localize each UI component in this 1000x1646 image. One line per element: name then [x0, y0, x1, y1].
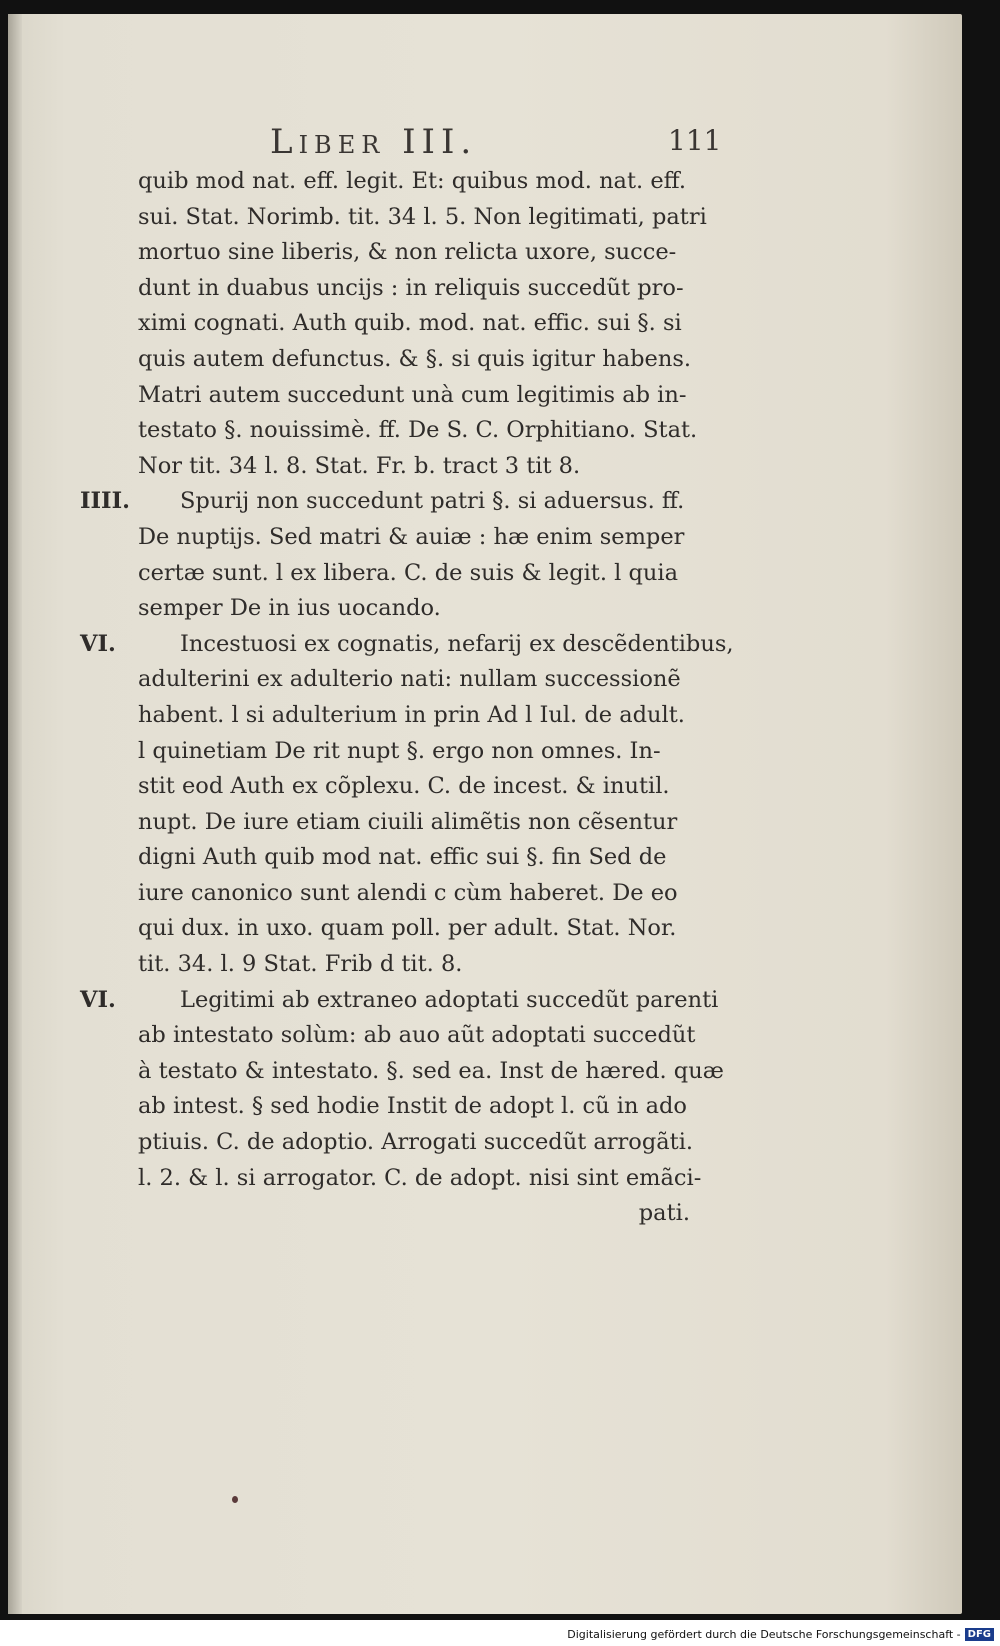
line-text: mortuo sine liberis, & non relicta uxore, succe-: [138, 239, 677, 266]
text-line: [80, 413, 720, 449]
text-line: [80, 662, 720, 698]
line-text: Matri autem succedunt unà cum legitimis ab in-: [138, 381, 687, 408]
line-text: adulterini ex adulterio nati: nullam successionẽ: [138, 666, 681, 693]
text-line: [80, 591, 720, 627]
line-text: Incestuosi ex cognatis, nefarij ex descẽdentibus,: [180, 630, 734, 657]
line-text: l quinetiam De rit nupt §. ergo non omnes. In-: [138, 737, 661, 764]
section-number: VI.: [80, 986, 116, 1013]
text-line: [80, 1054, 724, 1090]
section-number: IIII.: [80, 488, 130, 515]
text-line: [80, 378, 720, 414]
line-text: quis autem defunctus. & §. si quis igitur habens.: [138, 345, 692, 372]
ink-speck: [232, 1496, 238, 1503]
line-text: ab intest. § sed hodie Instit de adopt l. cũ in ado: [138, 1093, 687, 1120]
line-text: tit. 34. l. 9 Stat. Frib d tit. 8.: [138, 951, 463, 978]
line-text: pati.: [638, 1200, 690, 1227]
line-text: De nuptijs. Sed matri & auiæ : hæ enim semper: [138, 523, 685, 550]
text-line: [80, 627, 734, 663]
line-text: Nor tit. 34 l. 8. Stat. Fr. b. tract 3 tit 8.: [138, 452, 581, 479]
line-text: ptiuis. C. de adoptio. Arrogati succedũt arrogãti.: [138, 1129, 694, 1156]
text-line: [80, 1125, 720, 1161]
line-text: iure canonico sunt alendi c cùm haberet. De eo: [138, 879, 678, 906]
dfg-logo: DFG: [965, 1628, 994, 1641]
text-line: [80, 556, 720, 592]
text-line: [80, 200, 720, 236]
line-text: dunt in duabus uncijs : in reliquis succedũt pro-: [138, 274, 684, 301]
text-line: [80, 520, 720, 556]
line-text: habent. l si adulterium in prin Ad l Iul. de adult.: [138, 701, 685, 728]
text-line: [80, 342, 720, 378]
text-line: [80, 805, 720, 841]
text-line: [80, 840, 720, 876]
line-text: Legitimi ab extraneo adoptati succedũt parenti: [180, 986, 719, 1013]
credit-text: Digitalisierung gefördert durch die Deutsche Forschungsgemeinschaft -: [567, 1628, 961, 1641]
text-line: [80, 734, 720, 770]
line-text: digni Auth quib mod nat. effic sui §. fin Sed de: [138, 844, 667, 871]
line-text: testato §. nouissimè. ff. De S. C. Orphitiano. Stat.: [138, 417, 698, 444]
line-text: certæ sunt. l ex libera. C. de suis & legit. l quia: [138, 559, 678, 586]
running-head: Liber III.: [270, 122, 478, 162]
line-text: ximi cognati. Auth quib. mod. nat. effic. sui §. si: [138, 310, 682, 337]
text-line: [80, 1018, 720, 1054]
text-line: [80, 449, 720, 485]
text-line: [80, 271, 720, 307]
line-text: ab intestato solùm: ab auo aũt adoptati succedũt: [138, 1022, 696, 1049]
line-text: à testato & intestato. §. sed ea. Inst de hæred. quæ: [138, 1057, 724, 1084]
line-text: semper De in ius uocando.: [138, 595, 441, 622]
book-page: [8, 14, 962, 1614]
line-text: qui dux. in uxo. quam poll. per adult. Stat. Nor.: [138, 915, 677, 942]
text-line: [80, 1161, 720, 1197]
text-line: [80, 911, 720, 947]
line-text: sui. Stat. Norimb. tit. 34 l. 5. Non legitimati, patri: [138, 203, 707, 230]
section-number: VI.: [80, 630, 116, 657]
line-text: quib mod nat. eff. legit. Et: quibus mod. nat. eff.: [138, 168, 686, 194]
text-line: [80, 164, 720, 200]
digitization-credit: [567, 1628, 994, 1641]
text-line: [80, 947, 720, 983]
text-line: [80, 1089, 720, 1125]
text-line: [80, 1196, 720, 1232]
line-text: Spurij non succedunt patri §. si aduersus. ff.: [180, 488, 685, 515]
text-line: [80, 306, 720, 342]
line-text: stit eod Auth ex cõplexu. C. de incest. & inutil.: [138, 773, 670, 800]
text-line: [80, 876, 720, 912]
main-text: [80, 164, 734, 1232]
page-number: 111: [668, 124, 722, 157]
line-text: l. 2. & l. si arrogator. C. de adopt. nisi sint emãci-: [138, 1164, 702, 1191]
text-line: [80, 235, 720, 271]
text-line: [80, 983, 720, 1019]
text-line: [80, 484, 720, 520]
line-text: nupt. De iure etiam ciuili alimẽtis non cẽsentur: [138, 808, 678, 835]
text-line: [80, 769, 720, 805]
text-line: [80, 698, 720, 734]
